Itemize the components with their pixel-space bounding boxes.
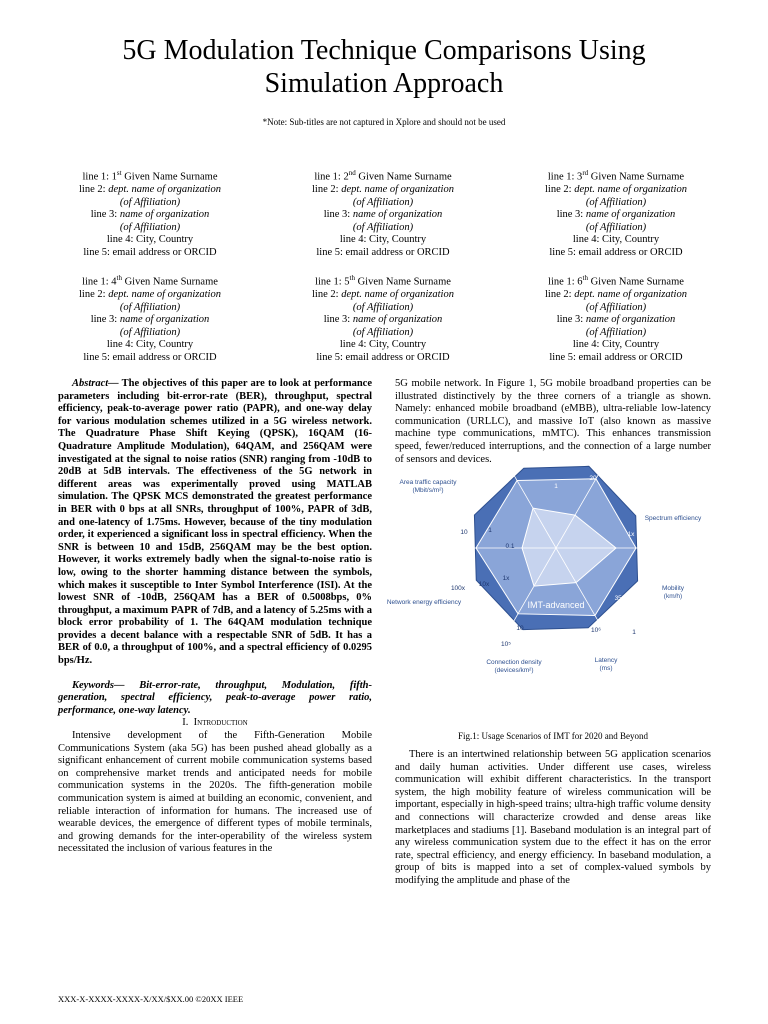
figure-tick-label: 1x [627, 531, 635, 538]
figure-tick-label: 10 [460, 529, 468, 536]
figure-axis-label: Latency (ms) [594, 657, 618, 672]
figure-caption: Fig.1: Usage Scenarios of IMT for 2020 and Beyond [457, 731, 649, 741]
author-block: line 1: 6th Given Name Surname line 2: dept. name of organization (of Affiliation) line 3: name of organization (of Affiliation) line 4: City, Country line 5: email address or ORCID [545, 274, 687, 364]
abstract: Abstract— The objectives of this paper are to look at performance parameters including bit-error-rate (BER), throughput, spectral efficiency, peak-to-average power ratio (PAPR), and one-way delay for various modulation schemes utilized in a 5G wireless network. The Quadrature Phase Shift Keying (QPSK), 16QAM (16-Quadrature Amplitude Modulation), 64QAM, and 256QAM were investigated at the signal to noise ratios (SNR) ranging from -10dB to 20dB at 5dB intervals. The effectiveness of the 5G network in different areas was experimentally proved using MATLAB simulation. The QPSK MCS demonstrated the greatest performance in BER with 0 bps at all SNRs, throughput of 100%, PAPR of 3dB, and one-latency of 1.75ms. However, because of the tiny modulation order, it experienced a significant loss in spectral efficiency. When the SNR is between 10 and 15dB, 256QAM may be the best option. However, it works extremely badly when the signal-to-noise ratio is low, owing to the shorter hamming distance between the symbols, which makes it susceptible to Inter Symbol Interference (ISI). At the lowest SNR of -10dB, 256QAM has a BER of 0.5008bps, 0% throughput, a maximum PAPR of 7dB, and a latency of 5.25ms with a block error probability of 1. The 64QAM modulation technique provides a decent balance with a respectable SNR of 5dB. It has a BER of 0.0, a throughput of 100%, and a spectral efficiency of 0.0295 bps/Hz. [58, 378, 372, 667]
figure-tick-label: 3x [642, 529, 650, 536]
figure-tick-label: 100x [450, 585, 466, 592]
figure-axis-label: Spectrum efficiency [644, 515, 702, 522]
figure-tick-label: 10⁵ [501, 641, 511, 648]
figure-tick-label: 20 [589, 475, 597, 482]
figure-tick-label: 400 [632, 605, 644, 612]
section-heading: I. Introduction [182, 717, 248, 729]
paper-title: 5G Modulation Technique Comparisons Using Simulation Approach [122, 35, 646, 99]
figure-top-label: IMT-2020 [541, 459, 571, 466]
left-column [58, 378, 372, 856]
keywords: Keywords— Bit-error-rate, throughput, Modulation, fifth-generation, spectral efficiency, peak-to-average power ratio, performance, one-way latency. [58, 679, 372, 716]
figure-tick-label: 1x [502, 575, 510, 582]
author-block: line 1: 5th Given Name Surname line 2: dept. name of organization (of Affiliation) line 3: name of organization (of Affiliation) line 4: City, Country line 5: email address or ORCID [312, 274, 454, 364]
right-column-lower [395, 749, 711, 888]
subtitle-note: *Note: Sub-titles are not captured in Xplore and should not be used [262, 117, 506, 127]
right-column [395, 378, 711, 466]
figure-axis-label: Connection density (devices/km²) [486, 659, 542, 674]
figure-tick-label: 500 [648, 585, 660, 592]
figure-center-label: IMT-advanced [527, 600, 585, 610]
right-paragraph-2: There is an intertwined relationship between 5G application scenarios and daily human activities. Under different use cases, wireless communication will exhibit different characteristics. In the transport system, the high mobility feature of wireless communication will be important, especially in high-speed trains; ultra-high traffic volume density and connections will characterize crowded and dense areas like marketplaces and stadiums [1]. Baseband modulation is an integral part of any wireless communication system due to the effect it has on the error rate, spectral efficiency, and energy efficiency. In baseband modulation, a group of bits is mapped into a set of complex-valued symbols by modifying the amplitude and phase of the [395, 749, 711, 886]
figure-axis-label: Network energy efficiency [386, 599, 462, 606]
figure-tick-label: 1 [632, 629, 636, 636]
author-block: line 1: 1st Given Name Surname line 2: dept. name of organization (of Affiliation) line 3: name of organization (of Affiliation) line 4: City, Country line 5: email address or ORCID [79, 169, 221, 259]
page-footer: XXX-X-XXXX-XXXX-X/XX/$XX.00 ©20XX IEEE [58, 994, 244, 1004]
author-block: line 1: 4th Given Name Surname line 2: dept. name of organization (of Affiliation) line 3: name of organization (of Affiliation) line 4: City, Country line 5: email address or ORCID [79, 274, 221, 364]
author-block: line 1: 3rd Given Name Surname line 2: dept. name of organization (of Affiliation) line 3: name of organization (of Affiliation) line 4: City, Country line 5: email address or ORCID [545, 169, 687, 259]
figure-tick-label: 350 [614, 595, 626, 602]
figure-tick-label: 0.1 [505, 543, 515, 550]
figure-tick-label: 10⁶ [591, 627, 601, 634]
figure-axis-label: Mobility (km/h) [661, 585, 685, 600]
figure-axis-label: Area traffic capacity (Mbit/s/m²) [399, 479, 457, 494]
author-block: line 1: 2nd Given Name Surname line 2: dept. name of organization (of Affiliation) line 3: name of organization (of Affiliation) line 4: City, Country line 5: email address or ORCID [312, 169, 454, 259]
figure-tick-label: 10 [516, 625, 524, 632]
figure-tick-label: 1 [488, 527, 492, 534]
imt-spider-figure [386, 458, 713, 678]
figure-tick-label: 10x [478, 581, 490, 588]
intro-paragraph: Intensive development of the Fifth-Generation Mobile Communications System (aka 5G) has been pushed ahead globally as a significant enhancement of current mobile communication systems based on comprehensive market trends and anticipated needs for mobile communication systems in the 2020s. The fifth-generation mobile communication system is aimed at building an economic, convenient, and reliable interaction of information for humans. The increased use of wearable devices, the emergence of different types of mobile terminals, and growing demands for the inter-operability of the wireless system necessitated the inclusion of various features in the [58, 730, 372, 855]
figure-tick-label: 1 [554, 483, 558, 490]
right-paragraph-1: 5G mobile network. In Figure 1, 5G mobile broadband properties can be illustrated distinctively by the three corners of a triangle as shown. Namely: enhanced mobile broadband (eMBB), ultra-reliable low-latency communication (URLLC), and massive IoT (also known as massive machine type communications, mMTC). This enhances transmission speed, fewer/reduced interruptions, and the connection of a large number of sensors and devices. [395, 378, 711, 465]
